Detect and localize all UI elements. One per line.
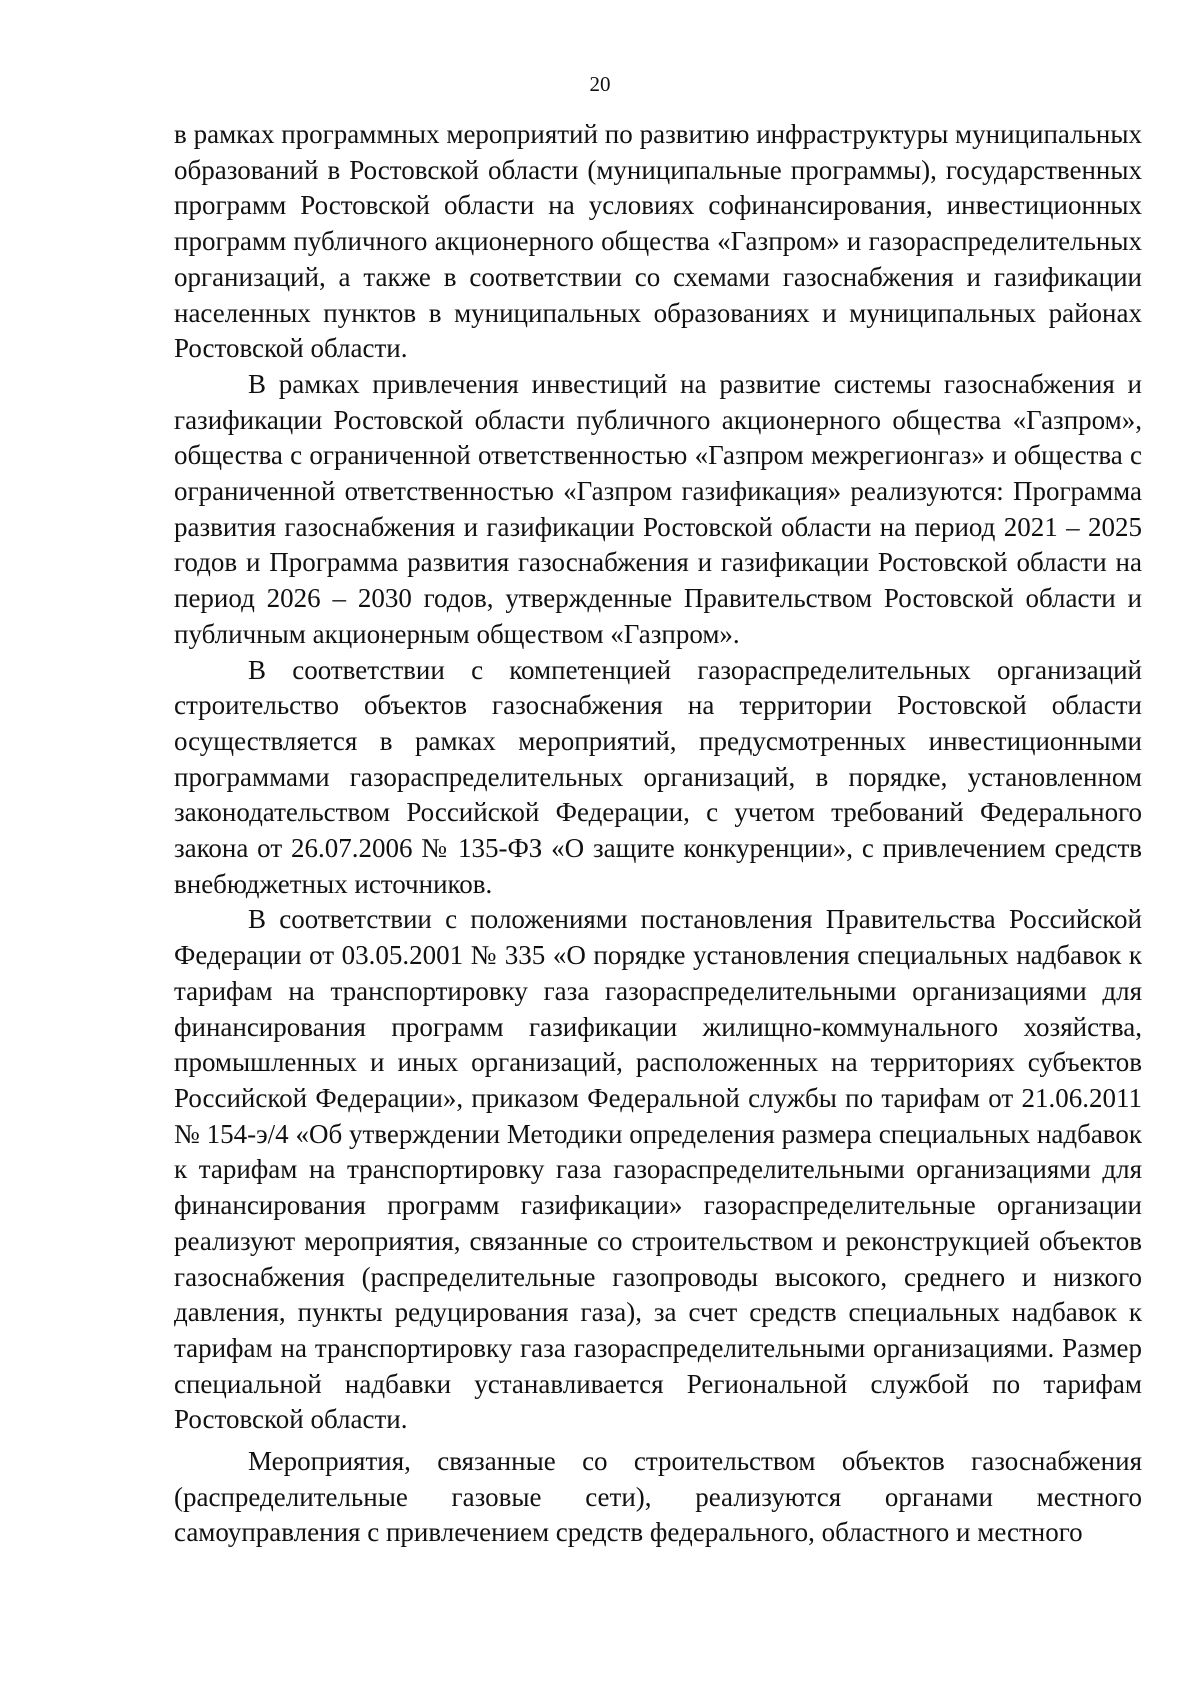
page-number: 20: [589, 72, 611, 96]
paragraph-3: В соответствии с компетенцией газораспределительных организаций строительство объектов газоснабжения на территории Ростовской области осуществляется в рамках мероприятий, предусмотренных инвестиционными программами газораспределительных организаций, в порядке, установленном законодательством Российской Федерации, с учетом требований Федерального закона от 26.07.2006 № 135-ФЗ «О защите конкуренции», с привлечением средств внебюджетных источников.: [174, 654, 1142, 899]
paragraph-2: В рамках привлечения инвестиций на развитие системы газоснабжения и газификации Ростовской области публичного акционерного общества «Газпром», общества с ограниченной ответственностью «Газпром межрегионгаз» и общества с ограниченной ответственностью «Газпром газификация» реализуются: Программа развития газоснабжения и газификации Ростовской области на период 2021 – 2025 годов и Программа развития газоснабжения и газификации Ростовской области на период 2026 – 2030 годов, утвержденные Правительством Ростовской области и публичным акционерным обществом «Газпром».: [174, 368, 1142, 649]
paragraph-4: В соответствии с положениями постановления Правительства Российской Федерации от 03.05.2001 № 335 «О порядке установления специальных надбавок к тарифам на транспортировку газа газораспределительными организациями для финансирования программ газификации жилищно-коммунального хозяйства, промышленных и иных организаций, расположенных на территориях субъектов Российской Федерации», приказом Федеральной службы по тарифам от 21.06.2011 № 154-э/4 «Об утверждении Методики определения размера специальных надбавок к тарифам на транспортировку газа газораспределительными организациями для финансирования программ газификации» газораспределительные организации реализуют мероприятия, связанные со строительством и реконструкцией объектов газоснабжения (распределительные газопроводы высокого, среднего и низкого давления, пункты редуцирования газа), за счет средств специальных надбавок к тарифам на транспортировку газа газораспределительными организациями. Размер специальной надбавки устанавливается Региональной службой по тарифам Ростовской области.: [174, 904, 1142, 1435]
paragraph-5: Мероприятия, связанные со строительством объектов газоснабжения (распределительные газовые сети), реализуются органами местного самоуправления с привлечением средств федерального, областного и местного: [174, 1446, 1142, 1548]
document-body: [174, 117, 1142, 1551]
paragraph-1: в рамках программных мероприятий по развитию инфраструктуры муниципальных образований в Ростовской области (муниципальные программы), государственных программ Ростовской области на условиях софинансирования, инвестиционных программ публичного акционерного общества «Газпром» и газораспределительных организаций, а также в соответствии со схемами газоснабжения и газификации населенных пунктов в муниципальных образованиях и муниципальных районах Ростовской области.: [174, 119, 1142, 364]
